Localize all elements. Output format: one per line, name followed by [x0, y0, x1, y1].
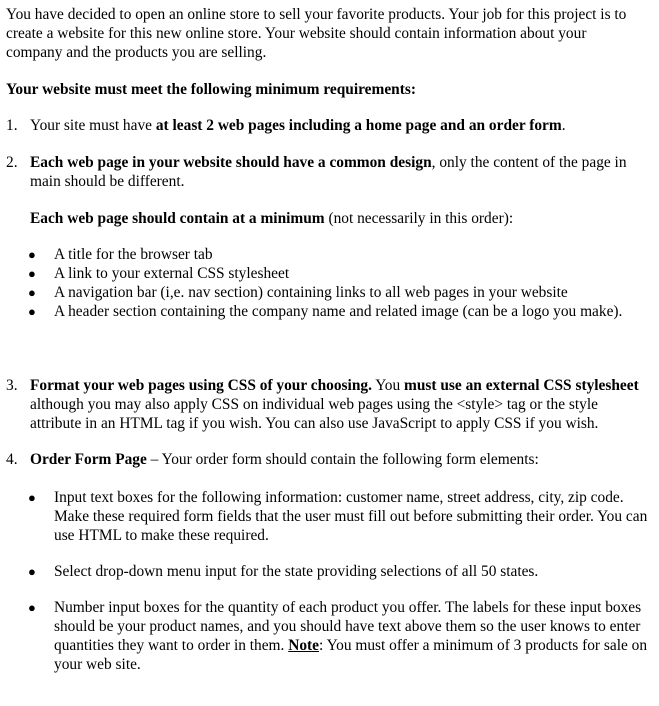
requirements-heading: Your website must meet the following minimum requirements:	[6, 81, 416, 98]
order-form-elements-list	[6, 488, 653, 674]
bullet-icon: ●	[28, 564, 36, 579]
item-text: Order Form Page – Your order form should contain the following form elements:	[30, 451, 539, 468]
item-text: Each web page in your website should have a common design, only the content of the page in main should be different.	[30, 154, 627, 190]
list-item: ● Input text boxes for the following information: customer name, street address, city, zip code. Make these required form fields that the user must fill out before submitting their order. You can use HTML to make these required.	[28, 489, 648, 544]
bullet-icon: ●	[28, 266, 36, 281]
list-item: ● Number input boxes for the quantity of each product you offer. The labels for these input boxes should be your product names, and you should have text above them so the user knows to enter quantities they want to order in them. Note: You must offer a minimum of 3 products for sale on your web site.	[28, 599, 648, 673]
item-number: 4.	[6, 451, 18, 468]
list-item: ● Select drop-down menu input for the state providing selections of all 50 states.	[28, 563, 539, 580]
intro-paragraph: You have decided to open an online store to sell your favorite products. Your job for this project is to create a website for this new online store. Your website should contain information about your company and the products you are selling.	[6, 6, 627, 61]
item-text: Format your web pages using CSS of your choosing. You must use an external CSS stylesheet although you may also apply CSS on individual web pages using the <style> tag or the style attribute in an HTML tag if you wish. You can also use JavaScript to apply CSS if you wish.	[30, 377, 639, 432]
bullet-icon: ●	[28, 490, 36, 505]
item-number: 3.	[6, 377, 18, 394]
item-text: Your site must have at least 2 web pages including a home page and an order form.	[30, 117, 566, 134]
list-item: ● A navigation bar (i,e. nav section) containing links to all web pages in your website	[28, 284, 568, 301]
requirement-item-3	[6, 376, 653, 433]
item-number: 1.	[6, 117, 18, 134]
list-item: ● A header section containing the company name and related image (can be a logo you make).	[28, 303, 623, 320]
requirement-item-1	[6, 116, 653, 135]
bullet-icon: ●	[28, 247, 36, 262]
requirement-item-4	[6, 450, 653, 469]
bullet-icon: ●	[28, 304, 36, 319]
item-number: 2.	[6, 154, 18, 171]
requirement-item-2	[6, 153, 653, 228]
note-label: Note	[288, 637, 320, 654]
bullet-icon: ●	[28, 600, 36, 615]
list-item: ● A title for the browser tab	[28, 246, 213, 263]
list-item: ● A link to your external CSS stylesheet	[28, 265, 290, 282]
minimum-contents-list	[6, 245, 653, 321]
bullet-icon: ●	[28, 285, 36, 300]
note-text: : You must offer a minimum of 3 products for sale on your web site.	[54, 637, 648, 673]
minimum-contents-heading: Each web page should contain at a minimum (not necessarily in this order):	[30, 210, 514, 227]
